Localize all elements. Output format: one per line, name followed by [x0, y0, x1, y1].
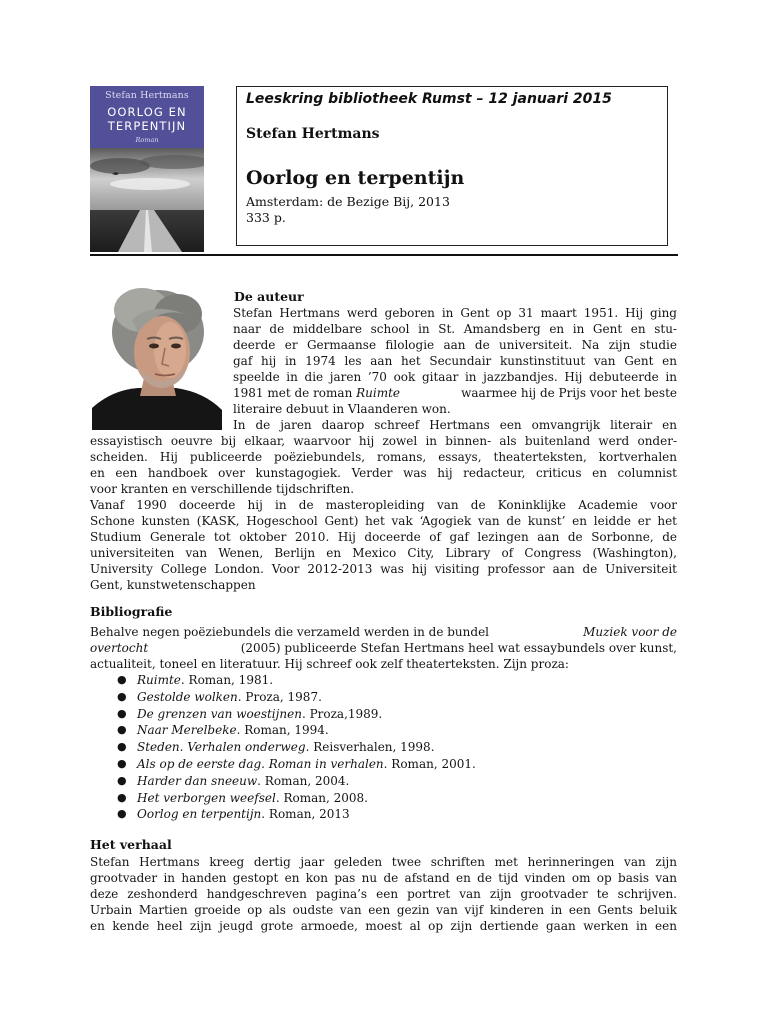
list-item — [117, 739, 617, 756]
italic-title: overtocht — [90, 641, 149, 655]
text-fragment: . Roman, 2013 — [261, 807, 350, 822]
bibliography-intro — [90, 624, 677, 672]
list-item — [117, 689, 617, 706]
text-line: universiteiten van Wenen, Berlijn en Mexico City, Library of Congress (Washington), — [90, 546, 677, 560]
story-paragraph — [90, 854, 677, 934]
text-fragment: . Roman, 1994. — [236, 723, 329, 738]
text-fragment — [137, 722, 329, 738]
italic-title: Gestolde wolken — [137, 689, 238, 704]
text-line: Stefan Hertmans werd geboren in Gent op 31 maart 1951. Hij ging — [233, 306, 677, 320]
text-line — [233, 385, 677, 401]
text-fragment: . Proza, 1987. — [237, 689, 322, 704]
text-line: Vanaf 1990 doceerde hij in de masteropleiding van de Koninklijke Academie voor — [90, 498, 677, 512]
cover-title-line1: OORLOG EN — [107, 105, 187, 119]
horizontal-rule — [90, 254, 678, 256]
italic-title: De grenzen van woestijnen — [137, 706, 302, 721]
text-line: Urbain Martien groeide op als oudste van een gezin van vijf kinderen in een Gents beluik — [90, 903, 677, 917]
bullet-icon: ● — [117, 790, 127, 804]
italic-title: Ruimte — [356, 386, 401, 400]
text-line: Stefan Hertmans kreeg dertig jaar geleden twee schriften met herinneringen van zijn — [90, 855, 677, 869]
header-author: Stefan Hertmans — [246, 126, 380, 142]
cover-title-line2: TERPENTIJN — [107, 119, 187, 133]
bullet-icon: ● — [117, 807, 127, 821]
text-line: gaf hij in 1974 les aan het Secundair kunstinstituut van Gent en — [233, 354, 677, 368]
text-fragment — [137, 706, 382, 722]
text-line: en kende heel zijn jeugd grote armoede, moest al op zijn dertiende gaan werken in een — [90, 919, 677, 933]
text-fragment: . Roman, 1981. — [180, 673, 274, 687]
list-item — [117, 672, 617, 689]
italic-title: Ruimte — [137, 673, 181, 687]
text-line: speelde in die jaren ’70 ook gitaar in jazzbandjes. Hij debuteerde in — [233, 370, 677, 384]
text-fragment — [137, 689, 322, 705]
text-line: voor kranten en verschillende tijdschriften. — [90, 482, 355, 496]
section-heading-story: Het verhaal — [90, 837, 172, 852]
text-fragment — [137, 806, 350, 822]
cover-title — [90, 105, 204, 133]
text-line: scheiden. Hij publiceerde poëziebundels, romans, essays, theaterteksten, kortverhalen — [90, 450, 677, 464]
text-line: literaire debuut in Vlaanderen won. — [233, 402, 451, 416]
text-fragment: . Proza,1989. — [301, 706, 383, 721]
text-fragment: (2005) publiceerde Stefan Hertmans heel wat essaybundels over kunst, — [240, 641, 677, 655]
text-line: en een handboek over kunstagogiek. Verder was hij redacteur, criticus en columnist — [90, 466, 677, 480]
text-line: University College London. Voor 2012-2013 was hij visiting professor aan de Universiteit — [90, 562, 677, 576]
cover-author: Stefan Hertmans — [105, 90, 189, 101]
bullet-icon: ● — [117, 706, 127, 720]
text-line: Schone kunsten (KASK, Hogeschool Gent) het vak ‘Agogiek van de kunst’ en leidde er het — [90, 514, 677, 528]
section-heading-author: De auteur — [234, 289, 304, 304]
text-line: Gent, kunstwetenschappen — [90, 578, 256, 592]
cover-genre: Roman — [135, 136, 159, 144]
text-line — [90, 640, 677, 656]
list-item — [117, 790, 617, 807]
text-fragment: . Roman, 2004. — [257, 773, 350, 788]
text-fragment: Behalve negen poëziebundels die verzameld werden in de bundel — [90, 625, 490, 639]
italic-title: Het verborgen weefsel — [137, 790, 276, 805]
publication-info: Amsterdam: de Bezige Bij, 2013 — [246, 194, 450, 209]
text-line: naar de middelbare school in St. Amandsberg en in Gent en stu- — [233, 322, 677, 336]
bibliography-list — [117, 672, 617, 823]
italic-title: Oorlog en terpentijn — [137, 807, 262, 822]
header-box — [236, 86, 668, 246]
text-line: In de jaren daarop schreef Hertmans een omvangrijk literair en — [233, 418, 677, 432]
text-line: essayistisch oeuvre bij elkaar, waarvoor hij zowel in binnen- als buitenland werd onder- — [90, 434, 677, 448]
bullet-icon: ● — [117, 673, 127, 686]
text-line: deze zeshonderd handgeschreven pagina’s een portret van zijn grootvader te schrijven. — [90, 887, 677, 901]
author-portrait-photo — [92, 280, 222, 430]
text-line — [90, 624, 677, 640]
book-title: Oorlog en terpentijn — [246, 167, 465, 189]
text-line: deerde er Germaanse filologie aan de universiteit. Na zijn studie — [233, 338, 677, 352]
text-fragment — [137, 756, 476, 772]
italic-title: Naar Merelbeke — [137, 723, 237, 738]
list-item — [117, 806, 617, 823]
text-line: Studium Generale tot oktober 2010. Hij doceerde of gaf lezingen aan de Sorbonne, de — [90, 530, 677, 544]
bullet-icon: ● — [117, 756, 127, 770]
text-fragment — [137, 739, 435, 755]
italic-title: Harder dan sneeuw — [137, 773, 258, 788]
text-fragment — [137, 773, 349, 789]
cover-landscape-photo — [90, 148, 204, 252]
bullet-icon: ● — [117, 723, 127, 737]
text-line: actualiteit, toneel en literatuur. Hij schreef ook zelf theaterteksten. Zijn proza: — [90, 657, 569, 671]
text-fragment: waarmee hij de Prijs voor het beste — [461, 386, 677, 400]
author-paragraph-continued — [90, 433, 677, 593]
page-count: 333 p. — [246, 210, 286, 225]
text-fragment — [233, 385, 400, 401]
bullet-icon: ● — [117, 773, 127, 787]
list-item — [117, 722, 617, 739]
text-fragment: . Roman, 2001. — [383, 756, 476, 771]
text-fragment: 1981 met de roman — [233, 386, 357, 400]
bullet-icon: ● — [117, 740, 127, 754]
list-item — [117, 706, 617, 723]
book-cover-image — [90, 86, 204, 252]
italic-title: Als op de eerste dag. Roman in verhalen — [137, 756, 384, 771]
section-heading-bibliography: Bibliografie — [90, 604, 173, 619]
list-item — [117, 773, 617, 790]
list-item — [117, 756, 617, 773]
text-line: grootvader in handen gestopt en kon pas nu de afstand en de tijd vinden om op basis van — [90, 871, 677, 885]
event-title: Leeskring bibliotheek Rumst – 12 januari 2015 — [246, 91, 612, 107]
text-fragment — [137, 790, 368, 806]
italic-title: Muziek voor de — [583, 625, 677, 639]
text-fragment: . Roman, 2008. — [275, 790, 368, 805]
bullet-icon: ● — [117, 689, 127, 703]
text-fragment: . Reisverhalen, 1998. — [305, 740, 435, 755]
italic-title: Steden. Verhalen onderweg — [137, 740, 306, 755]
text-fragment — [137, 672, 273, 688]
